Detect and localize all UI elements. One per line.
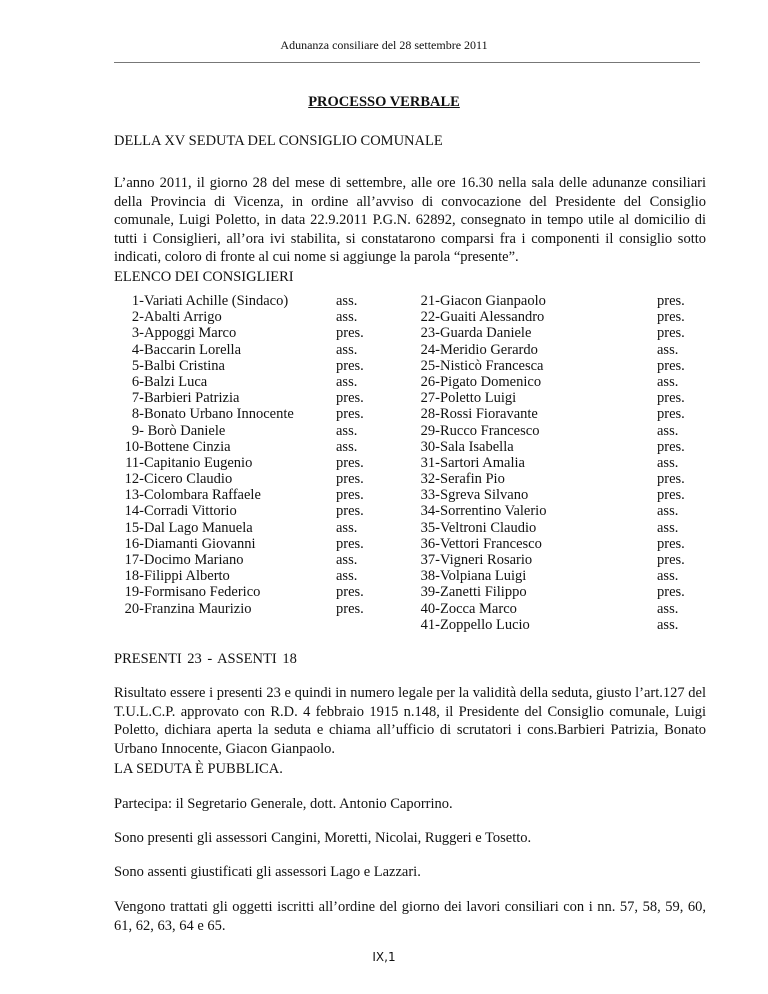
councillor-row [414,584,614,600]
councillor-number: 12- [124,471,144,488]
present-assessors-line: Sono presenti gli assessori Cangini, Moretti, Nicolai, Ruggeri e Tosetto. [114,830,532,846]
councillor-row [414,358,614,374]
councillor-number: 35- [420,519,440,536]
councillor-row [414,520,614,536]
councillor-name: Formisano Federico [144,584,261,601]
councillor-number: 38- [420,568,440,585]
councillor-name: Vigneri Rosario [440,552,533,568]
councillor-row [118,423,328,439]
councillor-name: Giacon Gianpaolo [440,293,546,309]
councillor-number: 31- [420,454,440,471]
section-heading: DELLA XV SEDUTA DEL CONSIGLIO COMUNALE [114,133,443,149]
councillor-status: pres. [657,535,685,552]
councillor-status: ass. [657,454,679,471]
councillor-name: Rossi Fioravante [440,406,538,423]
councillor-status: ass. [657,341,679,358]
councillor-status: ass. [336,519,358,536]
councillor-number: 32- [420,471,440,488]
councillor-row [118,439,328,455]
councillor-number: 22- [420,309,440,326]
councillor-name: Baccarin Lorella [144,341,242,358]
councillor-number: 3- [131,325,144,342]
councillor-name: Bottene Cinzia [144,438,231,455]
councillor-number: 41- [420,616,440,633]
councillor-name: Zoppello Lucio [440,616,530,633]
councillor-name: Nisticò Francesca [440,357,544,374]
councillor-number: 21- [420,293,440,309]
councillor-name: Balzi Luca [144,373,208,390]
agenda-items-paragraph: Vengono trattati gli oggetti iscritti all’ordine del giorno dei lavori consiliari con i nn. 57, 58, 59, 60, 61, 62, 63, 64 e 65. [114,899,706,934]
councillor-number: 27- [420,390,440,407]
councillor-row [414,423,614,439]
councillor-name: Capitanio Eugenio [144,454,253,471]
public-session-notice: LA SEDUTA È PUBBLICA. [114,761,283,777]
councillor-status: ass. [336,438,358,455]
councillor-status: ass. [336,552,358,568]
councillor-status: pres. [336,600,364,617]
councillor-status: ass. [657,519,679,536]
councillor-row [118,503,328,519]
councillor-name: Poletto Luigi [440,390,517,407]
councillor-name: Sartori Amalia [440,454,525,471]
councillor-name: Guarda Daniele [440,325,532,342]
councillor-status: pres. [657,325,685,342]
councillor-number: 14- [124,503,144,520]
councillor-status: ass. [657,568,679,585]
councillor-row [118,390,328,406]
councillor-number: 26- [420,373,440,390]
councillor-number: 25- [420,357,440,374]
councillor-status: pres. [336,357,364,374]
councillor-status: ass. [336,568,358,585]
councillor-name: Pigato Domenico [440,373,542,390]
councillor-number: 16- [124,535,144,552]
councillor-name: Meridio Gerardo [440,341,538,358]
councillors-list-heading: ELENCO DEI CONSIGLIERI [114,269,294,285]
councillor-row [414,325,614,341]
councillor-number: 1- [131,293,144,309]
councillor-row [414,455,614,471]
councillor-number: 23- [420,325,440,342]
councillors-status-column-1 [336,293,396,617]
councillor-status: pres. [336,535,364,552]
councillor-status: pres. [657,487,685,504]
councillor-number: 19- [124,584,144,601]
councillor-number: 33- [420,487,440,504]
councillor-name: Docimo Mariano [144,552,244,568]
participants-line: Partecipa: il Segretario Generale, dott. Antonio Caporrino. [114,796,453,812]
councillor-row [118,325,328,341]
councillor-number: 34- [420,503,440,520]
councillor-number: 4- [131,341,144,358]
councillor-name: Serafin Pio [440,471,505,488]
councillor-name: Filippi Alberto [144,568,230,585]
attendance-totals: PRESENTI 23 - ASSENTI 18 [114,651,297,667]
councillor-name: Appoggi Marco [144,325,237,342]
councillor-number: 15- [124,519,144,536]
councillor-name: Rucco Francesco [440,422,540,439]
councillor-number: 39- [420,584,440,601]
councillor-name: Dal Lago Manuela [144,519,253,536]
councillor-row [414,568,614,584]
councillor-number: 24- [420,341,440,358]
councillor-name: Guaiti Alessandro [440,309,545,326]
councillors-names-column-2 [414,293,614,633]
councillor-row [118,552,328,568]
councillor-row [414,503,614,519]
councillor-status: ass. [336,341,358,358]
councillor-row [118,455,328,471]
councillor-number: 29- [420,422,440,439]
councillor-number: 7- [131,390,144,407]
councillor-name: Cicero Claudio [144,471,233,488]
councillor-name: Colombara Raffaele [144,487,261,504]
councillor-row [118,536,328,552]
councillor-name: Bonato Urbano Innocente [144,406,294,423]
councillor-number: 5- [131,357,144,374]
councillor-row [414,406,614,422]
councillor-status: pres. [336,584,364,601]
councillor-row [118,358,328,374]
councillor-row [414,309,614,325]
councillor-name: Volpiana Luigi [440,568,527,585]
councillor-number: 6- [131,373,144,390]
councillor-row [414,293,614,309]
councillors-status-column-2 [657,293,717,633]
councillor-number: 40- [420,600,440,617]
councillor-row [118,471,328,487]
councillor-name: Balbi Cristina [144,357,225,374]
councillor-name: Vettori Francesco [440,535,542,552]
running-header: Adunanza consiliare del 28 settembre 2011 [280,38,488,52]
councillor-number: 11- [125,454,144,471]
councillor-name: Sorrentino Valerio [440,503,547,520]
councillor-row [118,487,328,503]
councillor-name: Corradi Vittorio [144,503,237,520]
councillor-status: pres. [336,471,364,488]
councillor-row [118,584,328,600]
councillor-status: pres. [336,487,364,504]
councillor-name: Abalti Arrigo [144,309,222,326]
councillor-number: 18- [124,568,144,585]
councillor-number: 2- [131,309,144,326]
councillor-status: pres. [657,584,685,601]
councillor-status: pres. [336,503,364,520]
councillor-row [414,487,614,503]
councillor-status: ass. [657,373,679,390]
page-number: IX,1 [372,950,396,964]
councillor-name: Zanetti Filippo [440,584,527,601]
councillor-name: Zocca Marco [440,600,517,617]
councillor-status: ass. [336,373,358,390]
councillor-number: 37- [420,552,440,568]
councillor-name: Diamanti Giovanni [144,535,256,552]
councillor-number: 9- [131,422,144,439]
councillor-status: pres. [657,552,685,568]
councillor-row [118,293,328,309]
councillor-number: 36- [420,535,440,552]
document-title: PROCESSO VERBALE [308,94,460,110]
councillor-row [414,439,614,455]
councillor-row [118,568,328,584]
councillor-row [414,617,614,633]
councillor-name: Barbieri Patrizia [144,390,240,407]
councillor-status: pres. [657,438,685,455]
councillor-status: ass. [657,503,679,520]
councillor-status: pres. [336,325,364,342]
intro-paragraph: L’anno 2011, il giorno 28 del mese di settembre, alle ore 16.30 nella sala delle adunanze consiliari della Provincia di Vicenza, in ordine all’avviso di convocazione del Presidente del Consiglio comunale, Luigi Poletto, in data 22.9.2011 P.G.N. 62892, consegnato in tempo utile al domicilio di tutti i Consiglieri, all’ora ivi stabilita, si constatarono comparsi fra i componenti il consiglio sotto indicati, coloro di fronte al cui nome si aggiunge la parola “presente”. [114,175,706,265]
councillor-row [118,374,328,390]
councillor-row [414,390,614,406]
councillor-number: 17- [124,552,144,568]
councillor-status: ass. [657,422,679,439]
councillor-row [118,520,328,536]
councillor-name: Variati Achille (Sindaco) [144,293,289,309]
councillor-name: Sala Isabella [440,438,514,455]
councillor-name: Franzina Maurizio [144,600,252,617]
councillor-status: pres. [657,406,685,423]
councillor-status: pres. [336,406,364,423]
councillor-status: ass. [657,600,679,617]
councillor-status: pres. [657,390,685,407]
councillor-row [118,406,328,422]
councillor-name: Sgreva Silvano [440,487,529,504]
result-paragraph: Risultato essere i presenti 23 e quindi in numero legale per la validità della seduta, giusto l’art.127 del T.U.L.C.P. approvato con R.D. 4 febbraio 1915 n.148, il Presidente del Consiglio comunale, Luigi Poletto, dichiara aperta la seduta e chiama all’ufficio di scrutatori i cons.Barbieri Patrizia, Bonato Urbano Innocente, Giacon Gianpaolo. [114,685,706,757]
councillor-number: 8- [131,406,144,423]
councillor-name: Borò Daniele [144,422,226,439]
councillor-row [118,601,328,617]
councillor-number: 28- [420,406,440,423]
councillor-number: 13- [124,487,144,504]
councillor-status: pres. [657,309,685,326]
councillor-number: 20- [124,600,144,617]
councillor-row [414,342,614,358]
absent-assessors-line: Sono assenti giustificati gli assessori Lago e Lazzari. [114,864,421,880]
councillor-status: pres. [657,293,685,309]
councillor-row [414,552,614,568]
councillor-row [414,471,614,487]
councillor-status: pres. [336,390,364,407]
councillor-status: ass. [336,293,358,309]
councillor-row [118,342,328,358]
councillor-status: ass. [336,309,358,326]
councillor-row [414,536,614,552]
header-divider [114,62,700,63]
councillor-name: Veltroni Claudio [440,519,537,536]
councillor-row [414,601,614,617]
councillor-number: 10- [124,438,144,455]
councillor-status: pres. [657,471,685,488]
councillor-number: 30- [420,438,440,455]
councillor-row [414,374,614,390]
councillor-row [118,309,328,325]
councillor-status: pres. [657,357,685,374]
councillors-names-column-1 [118,293,328,617]
councillor-status: ass. [657,616,679,633]
councillor-status: ass. [336,422,358,439]
councillor-status: pres. [336,454,364,471]
